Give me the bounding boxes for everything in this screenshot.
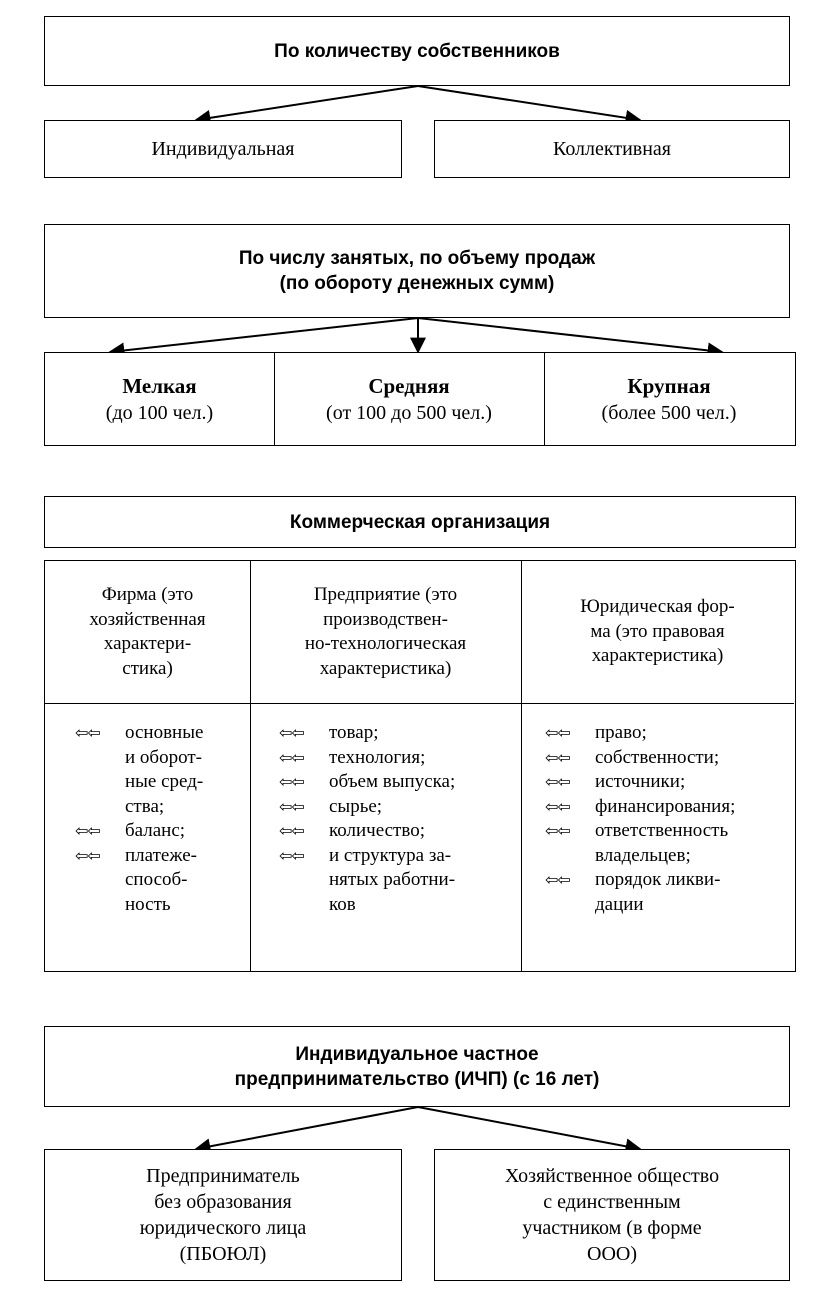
enterprise-item <box>277 770 521 795</box>
enterprise-item <box>277 721 521 746</box>
double-left-arrow-icon: ⇦⇦ <box>279 821 304 840</box>
legal-form-item-text: источники; <box>595 771 686 792</box>
firm-item-text: платеже- способ- ность <box>125 844 197 915</box>
legal-form-item-text: финансирования; <box>595 795 736 817</box>
legal-form-header <box>521 561 794 703</box>
enterprise-item-text: и структура за- нятых работни- ков <box>329 844 456 915</box>
legal-form-item <box>543 868 793 917</box>
enterprise-item <box>277 819 521 844</box>
medium-name: Средняя <box>368 374 450 398</box>
pboyul-text: Предприниматель без образования юридического лица (ПБОЮЛ) <box>139 1165 307 1265</box>
arrow-to-small <box>110 318 418 352</box>
legal-form-item-text: порядок ликви- дации <box>595 869 721 915</box>
legal-form-item <box>543 746 793 771</box>
collective-label: Коллективная <box>552 137 672 160</box>
medium-cell <box>274 353 544 445</box>
enterprise-item-text: технология; <box>329 746 426 768</box>
enterprise-item <box>277 746 521 771</box>
employees-sales-title-line2: (по обороту денежных сумм) <box>279 273 555 294</box>
ichp-box <box>44 1026 790 1107</box>
medium-desc: (от 100 до 500 чел.) <box>326 402 492 424</box>
legal-form-item <box>543 721 793 746</box>
legal-form-item <box>543 770 793 795</box>
ichp-title-line2: предпринимательство (ИЧП) (с 16 лет) <box>234 1068 600 1090</box>
legal-form-item <box>543 795 793 820</box>
firm-item <box>73 819 249 844</box>
small-desc: (до 100 чел.) <box>105 402 214 424</box>
ichp-title-line1: Индивидуальное частное <box>295 1043 539 1065</box>
double-left-arrow-icon: ⇦⇦ <box>545 821 570 840</box>
enterprise-item-text: объем выпуска; <box>329 771 456 792</box>
legal-form-item-text: право; <box>595 722 647 743</box>
arrow-to-large <box>418 318 722 352</box>
double-left-arrow-icon: ⇦⇦ <box>279 772 304 791</box>
enterprise-item-text: товар; <box>329 722 379 743</box>
firm-item <box>73 721 249 819</box>
arrow-to-individual <box>196 86 418 120</box>
size-table <box>44 352 796 446</box>
commercial-org-table <box>44 560 796 972</box>
double-left-arrow-icon: ⇦⇦ <box>545 772 570 791</box>
individual-box <box>44 120 402 178</box>
legal-form-items <box>543 721 793 917</box>
small-cell <box>45 353 274 445</box>
double-left-arrow-icon: ⇦⇦ <box>279 796 304 816</box>
org-table-header-divider <box>45 703 794 704</box>
double-left-arrow-icon: ⇦⇦ <box>279 845 304 865</box>
legal-form-header-text: Юридическая фор- ма (это правовая характеристика) <box>580 596 735 667</box>
double-left-arrow-icon: ⇦⇦ <box>545 796 570 816</box>
commercial-org-title: Коммерческая организация <box>289 511 551 533</box>
owners-count-box <box>44 16 790 86</box>
double-left-arrow-icon: ⇦⇦ <box>279 723 304 742</box>
large-cell <box>544 353 794 445</box>
double-left-arrow-icon: ⇦⇦ <box>75 845 100 865</box>
double-left-arrow-icon: ⇦⇦ <box>545 747 570 767</box>
double-left-arrow-icon: ⇦⇦ <box>545 723 570 742</box>
firm-item <box>73 844 249 918</box>
enterprise-header <box>250 561 521 703</box>
double-left-arrow-icon: ⇦⇦ <box>545 870 570 889</box>
enterprise-header-text: Предприятие (это производствен- но-технологическая характеристика) <box>304 584 467 679</box>
large-desc: (более 500 чел.) <box>601 402 737 424</box>
enterprise-item <box>277 795 521 820</box>
enterprise-item-text: количество; <box>329 820 425 841</box>
individual-label: Индивидуальная <box>151 137 295 160</box>
firm-item-text: основные и оборот- ные сред- ства; <box>125 722 204 817</box>
double-left-arrow-icon: ⇦⇦ <box>75 821 100 840</box>
double-left-arrow-icon: ⇦⇦ <box>75 723 100 742</box>
small-name: Мелкая <box>122 374 197 398</box>
double-left-arrow-icon: ⇦⇦ <box>279 747 304 767</box>
enterprise-item <box>277 844 521 918</box>
collective-box <box>434 120 790 178</box>
pboyul-box <box>44 1149 402 1281</box>
legal-form-item <box>543 819 793 868</box>
large-name: Крупная <box>627 374 711 398</box>
firm-item-text: баланс; <box>125 820 186 841</box>
employees-sales-title-line1: По числу занятых, по объему продаж <box>238 248 596 269</box>
firm-items <box>73 721 249 917</box>
owners-count-title: По количеству собственников <box>274 40 560 62</box>
legal-form-item-text: ответственность владельцев; <box>595 820 729 866</box>
arrow-to-ooo <box>418 1107 640 1149</box>
enterprise-item-text: сырье; <box>329 795 383 817</box>
employees-sales-box <box>44 224 790 318</box>
arrow-to-collective <box>418 86 640 120</box>
legal-form-item-text: собственности; <box>595 746 720 768</box>
ooo-box <box>434 1149 790 1281</box>
firm-header <box>45 561 250 703</box>
arrow-to-pboyul <box>196 1107 418 1149</box>
commercial-org-box <box>44 496 796 548</box>
enterprise-items <box>277 721 521 917</box>
firm-header-text: Фирма (это хозяйственная характери- стика) <box>89 584 206 679</box>
ooo-text: Хозяйственное общество с единственным участником (в форме ООО) <box>504 1165 720 1265</box>
